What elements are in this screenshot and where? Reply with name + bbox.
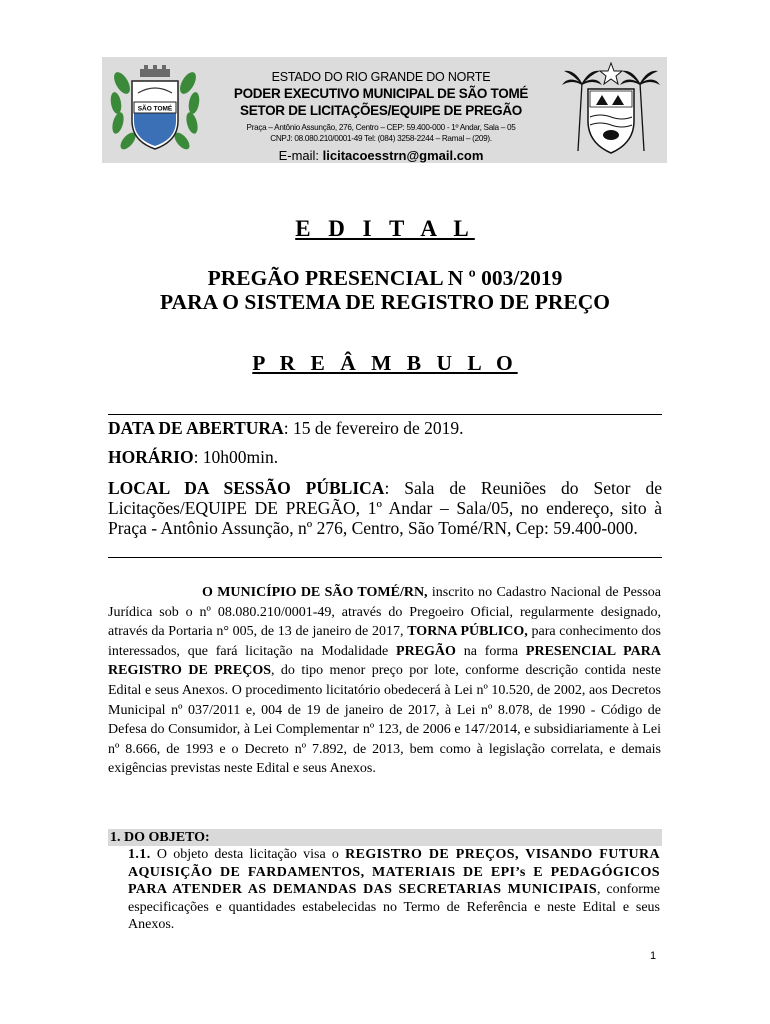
- session-location: [108, 478, 662, 538]
- opening-time-label: HORÁRIO: [108, 447, 194, 467]
- section-heading-object: 1. DO OBJETO:: [108, 829, 662, 846]
- address: Praça – Antônio Assunção, 276, Centro – CEP: 59.400-000 - 1º Andar, Sala – 05: [246, 123, 516, 132]
- opening-time-value: : 10h00min.: [193, 447, 279, 467]
- section-item-1-1: [128, 846, 660, 934]
- letterhead-text: [202, 69, 560, 165]
- bottom-divider: [108, 557, 662, 558]
- preamble-title: P R E Â M B U L O: [252, 351, 518, 375]
- session-location-label: LOCAL DA SESSÃO PÚBLICA: [108, 478, 385, 498]
- preamble-paragraph: [108, 583, 661, 779]
- municipality-name: O MUNICÍPIO DE SÃO TOMÉ/RN,: [202, 585, 428, 600]
- session-location-value: : Sala de Reuniões do Setor de Licitações/EQUIPE DE PREGÃO, 1º Andar – Sala/05, no endereço, sito à Praça - Antônio Assunção, nº 276, Centro, São Tomé/RN, Cep: 59.400-000.: [108, 478, 662, 538]
- page-number: 1: [650, 950, 657, 962]
- state-coat-of-arms-icon: [560, 61, 662, 159]
- paragraph-bold-3: PREGÃO: [396, 643, 456, 659]
- document-title: E D I T A L: [295, 216, 475, 241]
- municipal-power: PODER EXECUTIVO MUNICIPAL DE SÃO TOMÉ: [233, 86, 529, 101]
- subtitle-line-2: PARA O SISTEMA DE REGISTRO DE PREÇO: [160, 290, 610, 314]
- opening-date: [108, 418, 662, 438]
- paragraph-text-1: inscrito no Cadastro Nacional de Pessoa Jurídica sob o nº 08.080.210/0001-49, através do Pregoeiro Oficial, regularmente designado, através da Portaria n° 005, de 13 de janeiro de 2017,: [108, 585, 661, 640]
- paragraph-bold-2: TORNA PÚBLICO,: [407, 624, 528, 640]
- paragraph-bold-4: PRESENCIAL PARA REGISTRO DE PREÇOS: [108, 643, 661, 679]
- paragraph-text-2: para conhecimento dos interessados, que fará licitação na Modalidade: [108, 624, 661, 659]
- email-line: [202, 147, 560, 165]
- email-link[interactable]: licitacoesstrn@gmail.com: [322, 148, 484, 163]
- email-label: E-mail:: [278, 148, 320, 163]
- cnpj-phone: CNPJ: 08.080.210/0001-49 Tel: (084) 3258-2244 – Ramal – (209).: [270, 134, 492, 143]
- opening-date-value: : 15 de fevereiro de 2019.: [283, 418, 464, 438]
- paragraph-text-4: , do tipo menor preço por lote, conforme descrição contida neste Edital e seus Anexos. O procedimento licitatório obedecerá à Lei nº 10.520, de 2002, aos Decretos Municipal nº 037/2011 e, 004 de 19 de janeiro de 2017, à Lei nº 8.078, de 1990 - Código de Defesa do Consumidor, à Lei Complementar nº 123, de 2006 e 147/2014, e subsidiariamente à Lei nº 8.666, de 1993 e o Decreto nº 7.892, de 2013, bem como à legislação correlata, e demais exigências previstas neste Edital e seus Anexos.: [108, 663, 661, 777]
- item-number: 1.1.: [128, 847, 151, 862]
- opening-date-label: DATA DE ABERTURA: [108, 418, 284, 438]
- letterhead: [102, 57, 667, 163]
- sector-name: SETOR DE LICITAÇÕES/EQUIPE DE PREGÃO: [240, 103, 522, 118]
- top-divider: [108, 414, 662, 415]
- municipal-coat-of-arms-icon: [108, 63, 202, 157]
- paragraph-text-3: na forma: [455, 643, 526, 659]
- state-name: ESTADO DO RIO GRANDE DO NORTE: [271, 70, 491, 84]
- item-bold-object: REGISTRO DE PREÇOS, VISANDO FUTURA AQUISIÇÃO DE FARDAMENTOS, MATERIAIS DE EPI’s E PEDAGÓGICOS PARA ATENDER AS DEMANDAS DAS SECRETARIAS MUNICIPAIS: [128, 847, 660, 898]
- svg-text:SÃO TOMÉ: SÃO TOMÉ: [137, 105, 173, 113]
- opening-time: [108, 447, 662, 467]
- item-text-a: O objeto desta licitação visa o: [150, 847, 346, 862]
- document-subtitle: [0, 266, 770, 314]
- subtitle-line-1: PREGÃO PRESENCIAL N º 003/2019: [207, 266, 563, 290]
- item-text-b: , conforme especificações e quantidades estabelecidas no Termo de Referência e neste Edital e seus Anexos.: [128, 882, 660, 933]
